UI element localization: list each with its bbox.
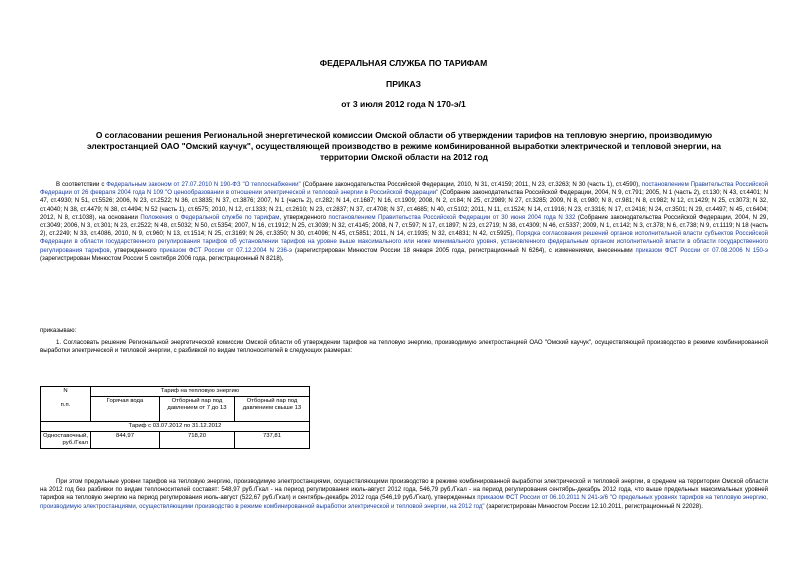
- row-label-cell: Одноставочный, руб./Гкал: [41, 432, 91, 449]
- table-period-row: [41, 422, 310, 432]
- header-steam-13: Отборный пар под давлением свыше 13: [234, 397, 309, 422]
- closing-text: При этом предельные уровни тарифов на тепловую энергию, производимую электростанциями, осуществляющими производство в режиме комбинированной выработки электрической и тепловой энергии, в среднем на территории Омской области на 2012 год без разбивки по видам теплоносителей составят: 548,97 руб./Гкал - на период регулирования июль-август 2012 года, 546,79 руб./Гкал - на период регулирования сентябрь-декабрь 2012 года, что выше предельных максимальных уровней тарифов на тепловую энергию на период регулирования июль-август (522,67 руб./Гкал) и сентябрь-декабрь 2012 года (546,19 руб./Гкал), утвержденных: [40, 478, 768, 502]
- table-header-row: [41, 387, 310, 397]
- header-n-label: N: [63, 388, 68, 394]
- document-type: ПРИКАЗ: [386, 79, 421, 89]
- document-subject: О согласовании решения Региональной энергетической комиссии Омской области об утверждении тарифов на тепловую энергию, производимую электростанцией ОАО "Омский каучук", осуществляющей производство в режиме комбинированной выработки электрической и тепловой энергии, на территории Омской области на 2012 год: [86, 130, 722, 162]
- preamble-text: , утвержденного: [279, 213, 329, 221]
- order-item-1-text: 1. Согласовать решение Региональной энергетической комиссии Омской области об утверждении тарифов на тепловую энергию, производимую электростанцией ОАО "Омский каучук", осуществляющей производство в режиме комбинированной выработки электрической и тепловой энергии, с разбивкой по видам теплоносителей в следующих размерах:: [40, 339, 768, 355]
- order-word: приказываю:: [40, 327, 77, 334]
- preamble-text: , утвержденного: [109, 246, 160, 254]
- tariff-table: [40, 386, 310, 449]
- agency-name: ФЕДЕРАЛЬНАЯ СЛУЖБА ПО ТАРИФАМ: [319, 58, 488, 68]
- header-pp-label: п.п.: [60, 402, 71, 408]
- link-approval-procedure[interactable]: Порядка согласования решений органов исполнительной власти субъектов Российской Федерации в области государственного регулирования тарифов об установлении тарифов на уровне выше максимального или ниже минимального уровня, установленного федеральным органом исполнительной власти в области государственного регулирования тарифов: [40, 230, 769, 254]
- link-fst-order-241[interactable]: приказом ФСТ России от 06.10.2011 N 241-э/6 "О предельных уровнях тарифов на тепловую энергию, производимую электростанциями, осуществляющими производство в режиме комбинированной выработки электрической и тепловой энергии, на 2012 год": [40, 494, 768, 510]
- closing-paragraph: [40, 478, 768, 511]
- link-fst-regulation[interactable]: Положения о Федеральной службе по тарифам: [140, 213, 280, 221]
- value-steam-7-13: 718,20: [159, 432, 234, 449]
- link-government-decree-332[interactable]: постановлением Правительства Российской Федерации от 30 июня 2004 года N 332: [328, 213, 576, 221]
- value-hot-water: 844,97: [90, 432, 159, 449]
- link-federal-law-190[interactable]: Федеральным законом от 27.07.2010 N 190-ФЗ "О теплоснабжении": [106, 181, 301, 188]
- preamble-text: (зарегистрирован Минюстом России 5 сентября 2006 года, регистрационный N 8218),: [40, 254, 284, 262]
- link-government-decree-109[interactable]: постановлением Правительства Российской Федерации от 26 февраля 2004 года N 109 "О ценообразовании в отношении электрической и тепловой энергии в Российской Федерации": [40, 181, 769, 197]
- document-date-number: от 3 июля 2012 года N 170-э/1: [341, 99, 466, 109]
- link-fst-order-150[interactable]: приказом ФСТ России от 07.08.2006 N 150-э: [635, 246, 769, 254]
- header-steam-7-13: Отборный пар под давлением от 7 до 13: [159, 397, 234, 422]
- value-steam-13: 737,81: [234, 432, 309, 449]
- preamble-text: В соответствии с: [56, 181, 107, 188]
- preamble-text: (Собрание законодательства Российской Федерации, 2010, N 31, ст.4159; 2011, N 23, ст.3263; N 30 (часть 1), ст.4590),: [300, 181, 642, 188]
- order-item-1: [40, 339, 768, 355]
- header-hot-water: Горячая вода: [90, 397, 159, 422]
- preamble-text: (Собрание законодательства Российской Федерации, 2004, N 9, ст.791; 2005, N 1 (часть 2), ст.130; N 43, ст.4401; N 47, ст.4930; N 51, ст.5526; 2006, N 23, ст.2522; N 36, ст.3835; N 37, ст.3876; 2007, N 1 (часть 2), ст.282; N 14, ст.1687; N 16, ст.1909; 2008, N 2, ст.84; N 25, ст.2989; N 27, ст.3285; 2009, N 8, ст.980; N 8, ст.981; N 8, ст.982; N 12, ст.1429; N 25, ст.3073; N 32, ст.4040; N 38, ст.4479; N 38, ст.4494; N 52 (часть 1), ст.6575; 2010, N 12, ст.1333; N 21, ст.2610; N 23, ст.2837; N 37, ст.4708; N 37, ст.4685; N 40, ст.5102; 2011, N 11, ст.1524; N 14, ст.1916; N 23, ст.3316; N 17, ст.2416; N 24, ст.3501; N 29, ст.4497; N 45, ст.6404; 2012, N 8, ст.1038), на основании: [40, 189, 768, 221]
- preamble-paragraph: [40, 181, 768, 263]
- preamble-text: (зарегистрирован Минюстом России 18 января 2005 года, регистрационный N 6264), с изменениями, внесенными: [292, 246, 636, 254]
- preamble-text: (Собрание законодательства Российской Федерации, 2004, N 29, ст.3049; 2006, N 3, ст.301; N 23, ст.2522; N 48, ст.5032; N 50, ст.5354; 2007, N 16, ст.1912; N 25, ст.3039; N 32, ст.4145; 2008, N 7, ст.597; N 17, ст.1897; N 23, ст.2719; N 38, ст.4309; N 46, ст.5337; 2009, N 1, ст.142; N 3, ст.378; N 6, ст.738; N 9, ст.1119; N 18 (часть 2), ст.2249; N 33, ст.4086, 2010, N 9, ст.960; N 13, ст.1514; N 25, ст.3169; N 26, ст.3350; N 30, ст.4096; N 45, ст.5851; 2011, N 14, ст.1935; N 32, ст.4831; N 42, ст.5925),: [40, 213, 769, 238]
- table-row: [41, 432, 310, 449]
- period-cell: Тариф с 03.07.2012 по 31.12.2012: [41, 422, 310, 432]
- header-cell-n: [41, 387, 91, 422]
- header-group-tariff: Тариф на тепловую энергию: [90, 387, 309, 397]
- link-fst-order-236[interactable]: приказом ФСТ России от 07.12.2004 N 236-э: [159, 246, 293, 254]
- closing-text: (зарегистрирован Минюстом России 12.10.2011, регистрационный N 22028).: [484, 502, 703, 510]
